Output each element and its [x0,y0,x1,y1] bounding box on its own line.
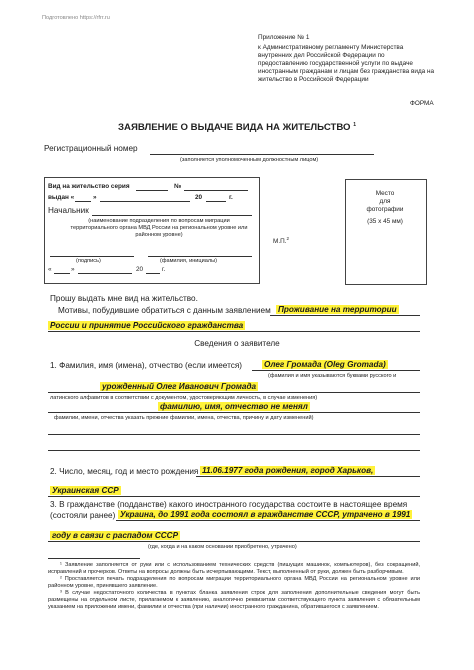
request-text: Прошу выдать мне вид на жительство. [50,294,198,303]
q3-value-text: Украина, до 1991 года состоял в гражданстве СССР, утрачено в 1991 [120,510,411,519]
q2-label: 2. Число, месяц, год и место рождения [50,467,199,476]
date-close-quote: » [71,266,75,273]
footnotes [48,562,420,611]
name-line[interactable] [148,256,252,257]
issued-month-line[interactable] [100,201,190,202]
q1-value-2 [100,382,258,392]
appendix-line: предоставлению государственной услуги по выдаче [258,60,413,67]
appendix-line: иностранным гражданам и лицам без гражданства вида на [258,68,435,75]
chief-label: Начальник [48,206,89,215]
chief-hint: (наименование подразделения по вопросам миграции территориального органа МВД России на региональном уровне или районном уровне) [70,218,248,238]
q2-value-2 [50,486,121,496]
q1-hint-1: (фамилия и имя указываются буквами русского и [268,373,397,379]
signature-hint: (подпись) [76,258,101,264]
q3-value-2 [50,531,180,541]
q1-value [262,360,388,370]
permit-series-line[interactable] [136,190,168,191]
appendix-text [258,44,436,84]
footnote-2: ² Проставляется печать подразделения по вопросам миграции территориального органа МВД России на региональном уровне или районном уровне, принявшего заявление. [48,576,420,589]
permit-number-line[interactable] [184,190,248,191]
date-year-line[interactable] [146,273,160,274]
footnote-1: ¹ Заявление заполняется от руки или с использованием технических средств (пишущих машинок, компьютеров), без сокращений, исправлений и прочерков. Ответы на вопросы должны быть исчерпывающими. Текст, выполненный от руки, должен быть разборчивым. [48,562,420,575]
source-note: Подготовлено https://rfrr.ru [42,15,110,21]
date-day-line[interactable] [54,273,70,274]
issued-quote: » [93,194,97,201]
motives-value-1-text: Проживание на территории [278,305,397,314]
chief-line[interactable] [92,215,252,216]
motives-value-1 [276,305,399,315]
appendix-line: внутренних дел Российской Федерации по [258,52,385,59]
issued-year-prefix: 20 [195,194,203,201]
photo-line-3: фотографии [366,206,404,213]
name-hint: (фамилия, инициалы) [160,258,217,264]
photo-label [345,190,425,226]
q1-line-4[interactable] [48,434,420,435]
q1-hint-3: фамилии, имени, отчества указать прежние фамилии, имена, отчества, причину и дату изменений) [54,415,314,421]
q1-line-5[interactable] [48,450,420,451]
q1-value-text: Олег Громада (Oleg Gromada) [264,360,386,369]
q2-value [200,466,375,476]
stamp-footnote-mark: 2 [286,236,289,241]
page-title-text: ЗАЯВЛЕНИЕ О ВЫДАЧЕ ВИДА НА ЖИТЕЛЬСТВО [118,122,351,134]
stamp-text: М.П. [273,238,287,246]
appendix-line: к Административному регламенту Министерства [258,44,404,51]
footnote-divider [48,558,140,559]
q3-label-1: 3. В гражданстве (подданстве) какого иностранного государства состоите в настоящее время [50,500,408,509]
reg-number-label: Регистрационный номер [44,144,138,153]
page-title [0,122,474,133]
issued-day-line[interactable] [75,201,91,202]
issued-year-suffix: г. [229,194,233,201]
q2-value-2-text: Украинская ССР [52,486,119,495]
photo-line-2: для [379,198,391,205]
q1-value-3 [158,402,310,412]
q3-value-2-text: году в связи с распадом СССР [52,531,179,540]
q1-value-3-text: фамилию, имя, отчество не менял [160,402,308,411]
reg-number-line[interactable] [150,154,374,155]
q3-label-2: (состояли ранее) [50,511,116,520]
motives-line-2[interactable] [48,331,420,332]
signature-line[interactable] [50,256,134,257]
footnote-3: ³ В случае недостаточного количества в пунктах бланка заявления строк для заполнения дополнительные сведения могут быть размещены на отдельном листе, прилагаемом к заявлению, аналогично реквизитам соответствующего пункта заявления с обязательным указанием на приложении имени, фамилии и отчества (при наличии) иностранного гражданина, обратившегося с заявлением. [48,590,420,610]
title-footnote-mark: 1 [353,122,356,128]
date-year-suffix: г. [162,266,166,273]
date-month-line[interactable] [78,273,132,274]
q1-label: 1. Фамилия, имя (имена), отчество (если имеется) [50,361,242,370]
motives-line-1[interactable] [270,315,420,316]
q2-value-text: 11.06.1977 года рождения, город Харьков, [202,466,374,475]
appendix-title: Приложение № 1 [258,34,310,41]
reg-number-hint: (заполняется уполномоченным должностным лицом) [180,157,319,163]
applicant-section-title: Сведения о заявителе [194,339,280,348]
q1-line-3[interactable] [48,412,420,413]
permit-number-label: № [174,183,182,190]
q1-hint-2: латинского алфавитов в соответствии с документом, удостоверяющим личность, в случае изменения) [50,395,318,401]
issued-year-line[interactable] [206,201,226,202]
date-year-prefix: 20 [136,266,144,273]
issued-label: выдан « [48,194,75,201]
motives-label: Мотивы, побудившие обратиться с данным заявлением [58,306,271,315]
q3-line-1[interactable] [116,520,420,521]
q2-line-2[interactable] [48,496,420,497]
q3-value [118,510,412,520]
q3-hint: (где, когда и на каком основании приобретено, утрачено) [148,544,297,550]
stamp-label [273,235,289,246]
date-open-quote: « [48,266,52,273]
photo-size: (35 x 45 мм) [367,218,403,225]
q1-line-1[interactable] [252,370,420,371]
motives-value-2 [48,321,245,331]
form-label: ФОРМА [410,100,434,107]
q2-line-1[interactable] [196,476,420,477]
motives-value-2-text: России и принятие Российского гражданства [50,321,244,330]
q1-line-2[interactable] [48,392,420,393]
q3-line-2[interactable] [48,541,420,542]
appendix-line: жительство в Российской Федерации [258,76,369,83]
photo-line-1: Место [375,190,395,197]
q1-value-2-text: урожденный Олег Иванович Громада [102,382,257,391]
permit-series-label: Вид на жительство серия [48,183,130,190]
